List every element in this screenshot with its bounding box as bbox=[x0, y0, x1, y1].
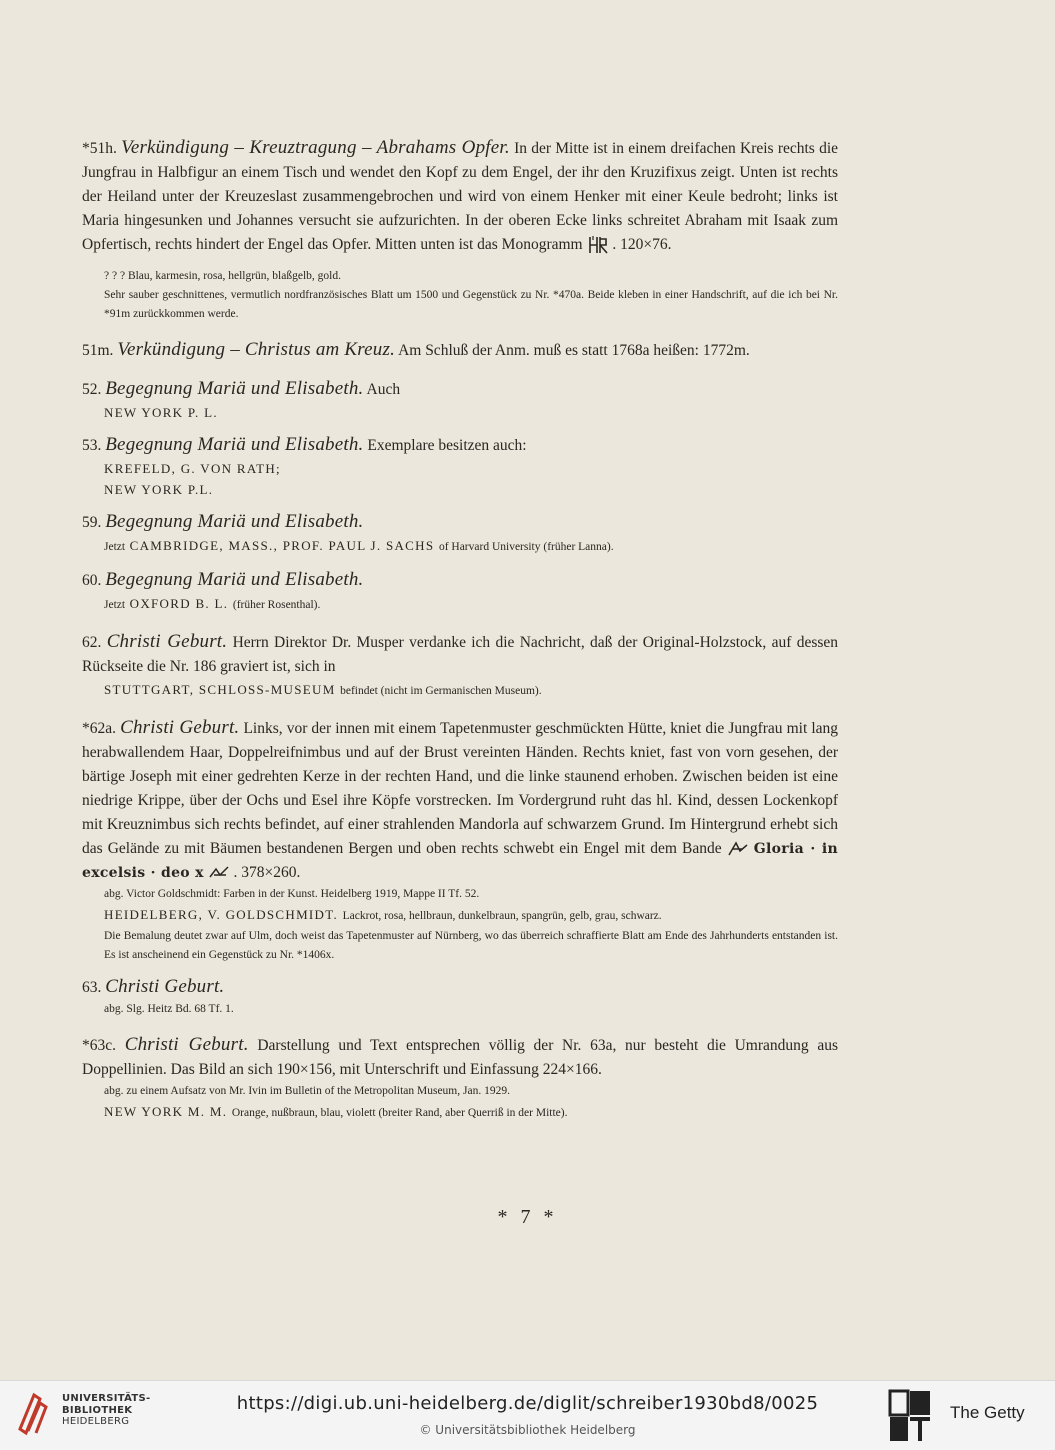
entry-note: Sehr sauber geschnittenes, vermutlich nordfranzösisches Blatt um 1500 und Gegenstück zu Nr. *470a. Beide kleben in einer Handschrift, auf die ich bei Nr. *91m zurückkommen werde. bbox=[104, 289, 838, 320]
entry-title: Christi Geburt. bbox=[105, 976, 225, 997]
entry-number: 60. bbox=[82, 572, 102, 589]
copyright-notice: © Universitätsbibliothek Heidelberg bbox=[419, 1423, 636, 1437]
entry-63-body bbox=[82, 975, 838, 1000]
entry-reference: abg. zu einem Aufsatz von Mr. Ivin im Bulletin of the Metropolitan Museum, Jan. 1929. bbox=[104, 1085, 510, 1097]
page-content bbox=[82, 136, 838, 1124]
entry-colors: ? ? ? Blau, karmesin, rosa, hellgrün, blaßgelb, gold. bbox=[104, 270, 341, 282]
entry-62a-body bbox=[82, 716, 838, 885]
library-name-line: HEIDELBERG bbox=[62, 1416, 130, 1427]
location-line bbox=[82, 535, 838, 558]
monogram-icon bbox=[587, 235, 609, 255]
entry-63 bbox=[82, 975, 838, 1019]
entry-note: Die Bemalung deutet zwar auf Ulm, doch weist das Tapetenmuster auf Nürnberg, wo das überreich schraffierte Blatt am Ende des Jahrhunderts entstanden ist. Es ist anscheinend ein Gegenstück zu Nr. *1406x. bbox=[104, 930, 838, 961]
entry-51m-body bbox=[82, 338, 838, 363]
location-line: NEW YORK P.L. bbox=[104, 482, 214, 497]
entry-text: Darstellung und Text entsprechen völlig der Nr. 63a, nur besteht die Umrandung aus Doppellinien. Das Bild an sich 190×156, mit Unterschrift und Einfassung 224×166. bbox=[82, 1037, 838, 1078]
entry-text: Auch bbox=[366, 381, 401, 398]
location-name: OXFORD B. L. bbox=[129, 596, 229, 611]
page-number: * 7 * bbox=[497, 1206, 558, 1228]
entry-number: 53. bbox=[82, 437, 102, 454]
location-rest: (früher Rosenthal). bbox=[232, 599, 321, 611]
entry-number: 51m. bbox=[82, 342, 114, 359]
banner-flourish-icon bbox=[208, 863, 230, 883]
entry-number: *62a. bbox=[82, 720, 117, 737]
location-rest: Orange, nußbraun, blau, violett (breiter Rand, aber Querriß in der Mitte). bbox=[231, 1107, 568, 1119]
banner-inscription: Gloria · in excelsis · deo x bbox=[82, 841, 838, 881]
entry-dims: . 378×260. bbox=[233, 864, 301, 881]
entry-number: 63. bbox=[82, 979, 102, 996]
entry-60-body bbox=[82, 568, 838, 593]
location-rest: of Harvard University (früher Lanna). bbox=[438, 541, 614, 553]
entry-number: *63c. bbox=[82, 1037, 117, 1054]
entry-60 bbox=[82, 568, 838, 616]
location-prefix: Jetzt bbox=[104, 541, 126, 553]
entry-reference: abg. Slg. Heitz Bd. 68 Tf. 1. bbox=[104, 1003, 234, 1015]
viewer-footer bbox=[0, 1380, 1055, 1450]
entry-59-body bbox=[82, 510, 838, 535]
entry-text: Herrn Direktor Dr. Musper verdanke ich die Nachricht, daß der Original-Holzstock, auf dessen Rückseite die Nr. 186 graviert ist, sich in bbox=[82, 634, 839, 675]
entry-colors: Lackrot, rosa, hellbraun, dunkelbraun, spangrün, gelb, grau, schwarz. bbox=[342, 910, 662, 922]
entry-63c-body bbox=[82, 1033, 838, 1082]
banner-flourish-icon bbox=[727, 839, 749, 859]
location-line bbox=[82, 1101, 838, 1124]
library-name-line: UNIVERSITÄTS- bbox=[62, 1393, 151, 1404]
entry-52-body bbox=[82, 377, 838, 402]
getty-logo-icon bbox=[888, 1389, 934, 1443]
entry-number: *51h. bbox=[82, 140, 117, 157]
entry-title: Begegnung Mariä und Elisabeth. bbox=[105, 378, 364, 399]
location-line bbox=[82, 904, 838, 927]
location-name: NEW YORK M. M. bbox=[104, 1104, 228, 1119]
entry-52 bbox=[82, 377, 838, 423]
location-name: STUTTGART, SCHLOSS-MUSEUM bbox=[104, 682, 336, 697]
location-rest: befindet (nicht im Germanischen Museum). bbox=[340, 685, 542, 697]
location-line bbox=[82, 593, 838, 616]
entry-text: Links, vor der innen mit einem Tapetenmuster geschmückten Hütte, kniet die Jungfrau mit lang herabwallendem Haar, Doppelreifnimbus und auf der Brust vereinten Händen. Rechts kniet, fast von vorn gesehen, der bärtige Joseph mit einer gedrehten Kerze in der rechten Hand, und die linke staunend erhoben. Zwischen beiden ist eine niedrige Krippe, über der Ochs und Esel ihre Köpfe vorstrecken. Im Vordergrund ruht das hl. Kind, dessen Lockenkopf mit Kreuznimbus sich rechts befindet, auf einer strahlenden Mandorla auf schwarzem Grund. Im Hintergrund erhebt sich das Gelände zu mit Bäumen bestandenen Bergen und oben rechts schwebt ein Engel mit dem Bande bbox=[82, 720, 839, 857]
entry-title: Begegnung Mariä und Elisabeth. bbox=[105, 569, 364, 590]
entry-62a bbox=[82, 716, 838, 965]
entry-title: Begegnung Mariä und Elisabeth. bbox=[105, 511, 364, 532]
entry-51h-body bbox=[82, 136, 838, 257]
entry-title: Verkündigung – Kreuztragung – Abrahams Opfer. bbox=[121, 137, 510, 158]
entry-63c bbox=[82, 1033, 838, 1124]
location-line: KREFELD, G. VON RATH; bbox=[104, 461, 281, 476]
entry-62-body bbox=[82, 630, 838, 679]
permalink-url[interactable]: https://digi.ub.uni-heidelberg.de/diglit/schreiber1930bd8/0025 bbox=[236, 1393, 819, 1414]
entry-53-body bbox=[82, 433, 838, 458]
entry-number: 59. bbox=[82, 514, 102, 531]
entry-number: 52. bbox=[82, 381, 102, 398]
location-name: CAMBRIDGE, MASS., PROF. PAUL J. SACHS bbox=[129, 538, 435, 553]
location-name: HEIDELBERG, V. GOLDSCHMIDT. bbox=[104, 907, 339, 922]
entry-dims: . 120×76. bbox=[612, 236, 672, 253]
getty-name: The Getty bbox=[950, 1403, 1025, 1422]
entry-title: Christi Geburt. bbox=[120, 717, 240, 738]
location-line: NEW YORK P. L. bbox=[104, 405, 218, 420]
library-name-line: BIBLIOTHEK bbox=[62, 1404, 133, 1416]
entry-title: Christi Geburt. bbox=[124, 1034, 249, 1055]
entry-62 bbox=[82, 630, 838, 702]
entry-53 bbox=[82, 433, 838, 500]
location-line bbox=[82, 679, 838, 702]
entry-text: Am Schluß der Anm. muß es statt 1768a heißen: 1772m. bbox=[398, 342, 750, 359]
location-prefix: Jetzt bbox=[104, 599, 126, 611]
entry-title: Verkündigung – Christus am Kreuz. bbox=[117, 339, 396, 360]
entry-text: Exemplare besitzen auch: bbox=[367, 437, 527, 454]
entry-reference: abg. Victor Goldschmidt: Farben in der Kunst. Heidelberg 1919, Mappe II Tf. 52. bbox=[104, 888, 480, 900]
entry-title: Begegnung Mariä und Elisabeth. bbox=[105, 434, 364, 455]
entry-text: In der Mitte ist in einem dreifachen Kreis rechts die Jungfrau in Halbfigur an einem Tisch und wendet den Kopf zu dem Engel, der ihr den Kruzifixus zeigt. Unten ist rechts der Heiland unter der Kreuzeslast zusammengebrochen und wird von einem Henker mit einer Keule bedroht; links ist Maria hingesunken und Johannes versucht sie aufzurichten. In der oberen Ecke links schreitet Abraham mit Isaak zum Opfertisch, rechts hindert der Engel das Opfer. Mitten unten ist das Monogramm bbox=[82, 140, 839, 253]
entry-title: Christi Geburt. bbox=[106, 631, 228, 652]
entry-51m bbox=[82, 338, 838, 363]
entry-number: 62. bbox=[82, 634, 102, 651]
entry-59 bbox=[82, 510, 838, 558]
entry-51h bbox=[82, 136, 838, 324]
